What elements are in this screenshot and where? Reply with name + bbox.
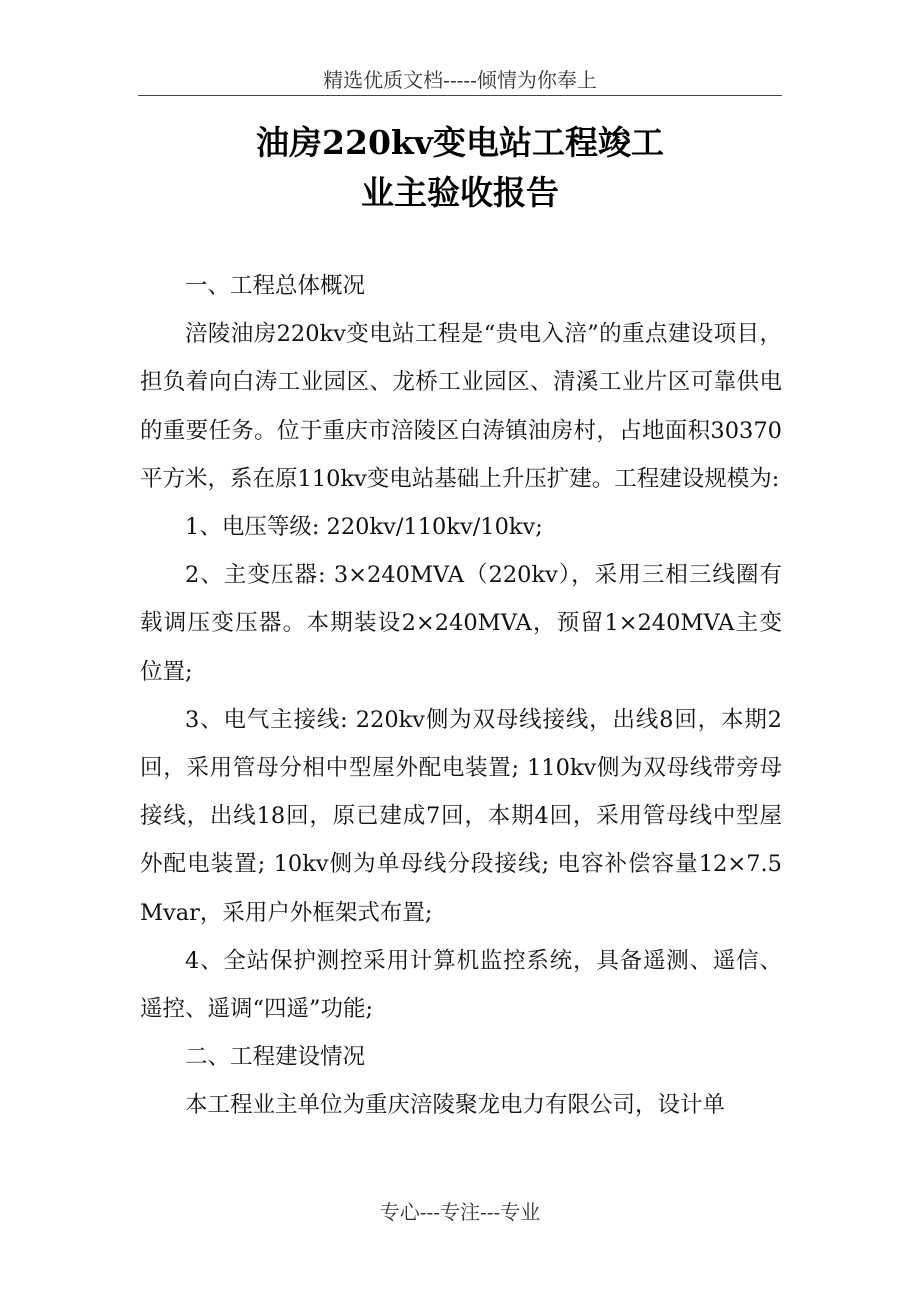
section-heading-construction: 二、工程建设情况 xyxy=(185,1044,366,1071)
list-item-monitoring: 4、全站保护测控采用计算机监控系统，具备遥测、遥信、遥控、遥调“四遥”功能; xyxy=(140,947,782,1023)
list-item-voltage: 1、电压等级: 220kv/110kv/10kv; xyxy=(185,514,543,541)
header-divider xyxy=(138,95,782,96)
page-footer: 专心---专注---专业 xyxy=(379,1200,541,1224)
page-header: 精选优质文档-----倾情为你奉上 xyxy=(323,68,597,92)
document-title-line2: 业主验收报告 xyxy=(361,173,559,212)
paragraph-project-intro: 涪陵油房220kv变电站工程是“贵电入涪”的重点建设项目，担负着向白涛工业园区、龙桥工业园区、清溪工业片区可靠供电的重要任务。位于重庆市涪陵区白涛镇油房村，占地面积30370平方米，系在原110kv变电站基础上升压扩建。工程建设规模为: xyxy=(140,321,782,492)
paragraph-owner: 本工程业主单位为重庆涪陵聚龙电力有限公司，设计单 xyxy=(185,1092,726,1119)
section-heading-overview: 一、工程总体概况 xyxy=(185,273,366,299)
document-body xyxy=(140,262,782,1130)
list-item-transformer: 2、主变压器: 3×240MVA（220kv），采用三相三线圈有载调压变压器。本期装设2×240MVA，预留1×240MVA主变位置; xyxy=(140,562,782,685)
document-title-line1: 油房220kv变电站工程竣工 xyxy=(256,123,664,162)
list-item-wiring: 3、电气主接线: 220kv侧为双母线接线，出线8回，本期2回，采用管母分相中型屋外配电装置; 110kv侧为双母线带旁母接线，出线18回，原已建成7回，本期4回，采用管母线中型屋外配电装置; 10kv侧为单母线分段接线; 电容补偿容量12×7.5 Mvar，采用户外框架式布置; xyxy=(140,706,782,926)
